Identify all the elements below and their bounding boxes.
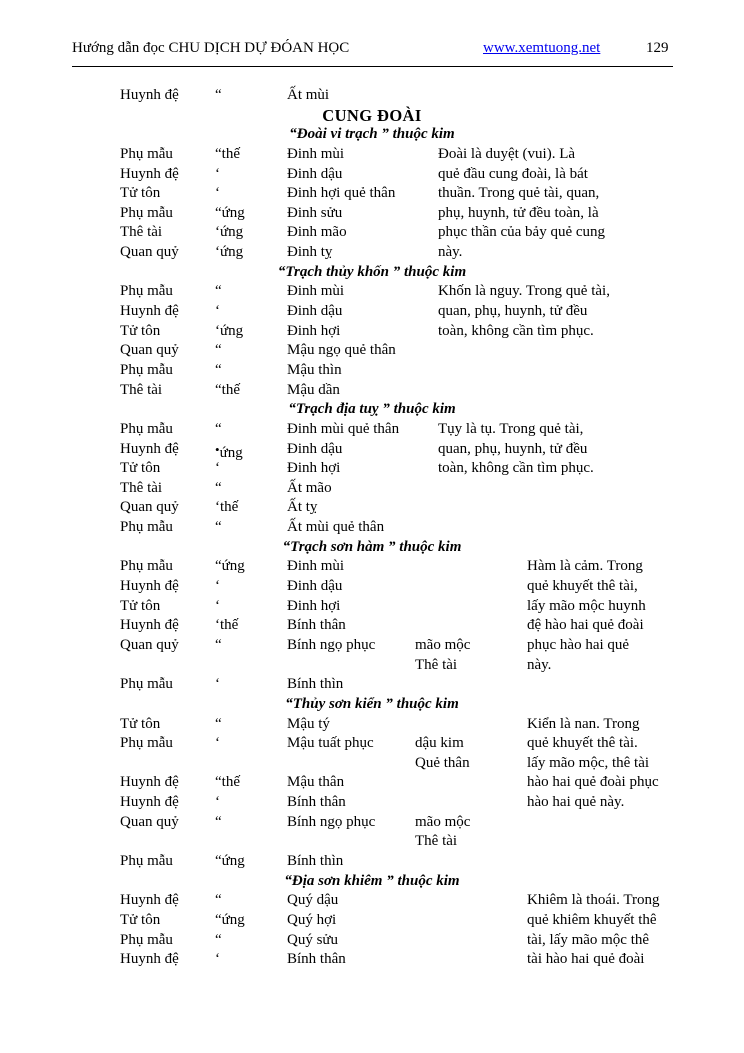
marker-cell: “thế [215,145,240,162]
description-cell: phụ, huynh, tử đều toàn, là [438,204,599,221]
marker-cell: “ [215,636,222,653]
hexagram-row [0,498,744,518]
stem-branch-cell: Mậu tuất phục [287,735,374,752]
marker-cell: “ [215,87,222,103]
marker-cell: ‘ [215,676,220,693]
relation-cell: Huynh đệ [120,892,179,909]
hexagram-row [0,852,744,872]
description-cell: đệ hào hai quẻ đoài [527,617,644,634]
description-cell: hào hai quẻ đoài phục [527,774,659,791]
relation-cell: Thê tài [120,479,163,496]
hexagram-row [0,715,744,735]
hexagram-row [0,381,744,401]
description-cell: hào hai quẻ này. [527,794,625,811]
website-link[interactable]: www.xemtuong.net [483,40,601,56]
relation-cell: Tử tôn [120,460,161,477]
relation-cell: Huynh đệ [120,440,179,457]
hexagram-row [0,734,744,754]
description-cell: quẻ khuyết thê tài, [527,578,638,595]
relation-cell: Phụ mẫu [120,558,173,575]
description-cell: toàn, không cần tìm phục. [438,322,594,339]
hidden-note-cell: Thê tài [415,656,458,673]
hexagram-row [0,440,744,460]
page-number: 129 [646,40,669,56]
relation-cell: Phụ mẫu [120,283,173,300]
hidden-note-cell: Thê tài [415,833,458,850]
hexagram-row [0,911,744,931]
marker-cell: ‘ [215,460,220,477]
relation-cell: Huynh đệ [120,794,179,811]
marker-cell: •ứng [215,441,243,461]
marker-cell: “ [215,931,222,948]
relation-cell: Phụ mẫu [120,204,173,221]
section-title: “Thủy sơn kiển ” thuộc kim [285,695,459,712]
hexagram-row [0,616,744,636]
stem-branch-cell: Bính ngọ phục [287,636,376,653]
marker-cell: ‘ứng [215,244,244,261]
stem-branch-cell: Đinh dậu [287,440,343,457]
stem-branch-cell: Ất mùi quẻ thân [287,519,385,536]
hexagram-row [0,420,744,440]
stem-branch-cell: Mậu thân [287,774,345,791]
cung-doai-title: CUNG ĐOÀI [322,105,422,125]
description-cell: quẻ khuyết thê tài. [527,735,638,752]
stem-branch-cell: Bính thân [287,951,346,968]
marker-cell: “ [215,715,222,732]
relation-cell: Tử tôn [120,322,161,339]
hexagram-row [0,577,744,597]
hexagram-row [0,243,744,263]
marker-cell: ‘thế [215,617,239,634]
relation-cell: Tử tôn [120,715,161,732]
hexagram-row [0,675,744,695]
stem-branch-cell: Đinh dậu [287,303,343,320]
stem-branch-cell: Đinh hợi [287,460,341,477]
relation-cell: Phụ mẫu [120,735,173,752]
stem-branch-cell: Đinh sửu [287,204,343,221]
hexagram-row [0,597,744,617]
bullet-marker-icon: • [215,441,220,457]
header-rule [72,66,673,67]
marker-cell: ‘ứng [215,224,244,241]
hidden-note-cell: mão mộc [415,813,471,830]
description-cell: thuần. Trong quẻ tài, quan, [438,185,600,202]
relation-cell: Phụ mẫu [120,931,173,948]
description-cell: quẻ đầu cung đoài, là bát [438,165,588,182]
description-cell: này. [527,656,552,673]
relation-cell: Tử tôn [120,185,161,202]
description-cell: phục thần của bảy quẻ cung [438,224,606,241]
stem-branch-cell: Mậu tý [287,715,330,732]
description-cell: quan, phụ, huynh, tử đều [438,303,588,320]
hexagram-row [0,322,744,342]
stem-branch-cell: Đinh tỵ [287,244,333,261]
stem-branch-cell: Ất mão [287,479,332,496]
stem-branch-cell: Đinh mùi [287,283,345,300]
book-title: Hướng dẫn đọc CHU DỊCH DỰ ĐÓAN HỌC [72,40,350,56]
section-title: “Trạch địa tuỵ ” thuộc kim [288,401,456,418]
marker-cell: “ [215,361,222,378]
marker-cell: “ [215,283,222,300]
relation-cell: Huynh đệ [120,578,179,595]
section-title: “Địa sơn khiêm ” thuộc kim [284,872,460,889]
stem-branch-cell: Đinh hợi [287,322,341,339]
relation-cell: Tử tôn [120,911,161,928]
marker-cell: “ [215,342,222,359]
description-cell: lấy mão mộc huynh [527,597,646,614]
stem-branch-cell: Mậu dần [287,381,340,398]
relation-cell: Quan quỷ [120,342,179,359]
stem-branch-cell: Quý sửu [287,931,339,948]
stem-branch-cell: Quý dậu [287,892,339,909]
marker-cell: ‘ [215,185,220,202]
relation-cell: Huynh đệ [120,87,179,103]
hexagram-row [0,341,744,361]
stem-branch-cell: Bính thìn [287,676,344,693]
marker-cell: ‘ [215,303,220,320]
marker-cell: “ [215,892,222,909]
content-area [0,86,744,970]
marker-cell: “ [215,519,222,536]
marker-cell: ‘ [215,794,220,811]
hexagram-row [0,184,744,204]
hexagram-row [0,361,744,381]
stem-branch-cell: Quý hợi [287,911,337,928]
marker-cell: ‘ [215,165,220,182]
relation-cell: Phụ mẫu [120,361,173,378]
description-cell: Đoài là duyệt (vui). Là [438,145,576,162]
section-title: “Trạch thủy khốn ” thuộc kim [277,263,467,280]
stem-branch-cell: Ất tỵ [287,499,318,516]
hexagram-row [0,223,744,243]
relation-cell: Quan quỷ [120,244,179,261]
marker-cell: “ [215,479,222,496]
stem-branch-cell: Mậu ngọ quẻ thân [287,342,396,359]
relation-cell: Huynh đệ [120,303,179,320]
stem-branch-cell: Bính thân [287,794,346,811]
section-title: “Đoài vi trạch ” thuộc kim [289,126,455,143]
description-cell: Hàm là cảm. Trong [527,558,643,575]
hexagram-row [0,754,744,774]
description-cell: này. [438,244,463,261]
hidden-note-cell: Quẻ thân [415,754,470,771]
marker-cell: ‘ [215,735,220,752]
hexagram-row [0,204,744,224]
marker-cell: “thế [215,381,240,398]
relation-cell: Phụ mẫu [120,420,173,437]
relation-cell: Huynh đệ [120,951,179,968]
relation-cell: Huynh đệ [120,165,179,182]
hexagram-row [0,302,744,322]
description-cell: Khiêm là thoái. Trong [527,892,660,909]
description-cell: quẻ khiêm khuyết thê [527,911,657,928]
marker-cell: “thế [215,774,240,791]
relation-cell: Phụ mẫu [120,852,173,869]
marker-cell: “ứng [215,204,245,221]
relation-cell: Phụ mẫu [120,676,173,693]
stem-branch-cell: Bính thìn [287,852,344,869]
hexagram-row [0,813,744,833]
relation-cell: Quan quỷ [120,813,179,830]
relation-cell: Thê tài [120,224,163,241]
stem-branch-cell: Đinh dậu [287,578,343,595]
hexagram-row [0,891,744,911]
marker-cell: “ [215,813,222,830]
stem-branch-cell: Bính ngọ phục [287,813,376,830]
relation-cell: Huynh đệ [120,774,179,791]
description-cell: tài hào hai quẻ đoài [527,951,645,968]
description-cell: lấy mão mộc, thê tài [527,754,650,771]
relation-cell: Quan quỷ [120,636,179,653]
relation-cell: Phụ mẫu [120,519,173,536]
hexagram-row [0,557,744,577]
stem-branch-cell: Đinh hợi quẻ thân [287,185,396,202]
description-cell: tài, lấy mão mộc thê [527,931,650,948]
relation-cell: Thê tài [120,381,163,398]
hidden-note-cell: mão mộc [415,636,471,653]
stem-branch-cell: Đinh mùi quẻ thân [287,420,400,437]
hexagram-row [0,282,744,302]
hexagram-row [0,931,744,951]
hexagram-row [0,86,744,106]
hexagram-row [0,832,744,852]
marker-cell: ‘ứng [215,322,244,339]
stem-branch-cell: Đinh mùi [287,145,345,162]
stem-branch-cell: Mậu thìn [287,361,342,378]
hexagram-row [0,165,744,185]
description-cell: Khốn là nguy. Trong quẻ tài, [438,283,610,300]
marker-cell: ‘ [215,597,220,614]
hexagram-row [0,656,744,676]
hexagram-row [0,518,744,538]
hidden-note-cell: dậu kim [415,735,464,752]
description-cell: Tụy là tụ. Trong quẻ tài, [438,420,584,437]
description-cell: Kiển là nan. Trong [527,715,640,732]
hexagram-row [0,793,744,813]
section-title: “Trạch sơn hàm ” thuộc kim [282,538,462,555]
stem-branch-cell: Đinh mùi [287,558,345,575]
relation-cell: Huynh đệ [120,617,179,634]
stem-branch-cell: Bính thân [287,617,346,634]
description-cell: phục hào hai quẻ [527,636,630,653]
stem-branch-cell: Đinh dậu [287,165,343,182]
relation-cell: Phụ mẫu [120,145,173,162]
stem-branch-cell: Đinh hợi [287,597,341,614]
description-cell: toàn, không cần tìm phục. [438,460,594,477]
description-cell: quan, phụ, huynh, tử đều [438,440,588,457]
hexagram-row [0,145,744,165]
hexagram-row [0,773,744,793]
marker-cell: ‘ [215,578,220,595]
marker-cell: ‘thế [215,499,239,516]
marker-cell: “ [215,420,222,437]
relation-cell: Tử tôn [120,597,161,614]
hexagram-row [0,950,744,970]
marker-cell: “ứng [215,852,245,869]
marker-cell: ‘ [215,951,220,968]
stem-branch-cell: Ất mùi [287,87,330,103]
marker-cell: “ứng [215,911,245,928]
relation-cell: Quan quỷ [120,499,179,516]
stem-branch-cell: Đinh mão [287,224,347,241]
hexagram-row [0,636,744,656]
marker-cell: “ứng [215,558,245,575]
hexagram-row [0,479,744,499]
hexagram-row [0,459,744,479]
